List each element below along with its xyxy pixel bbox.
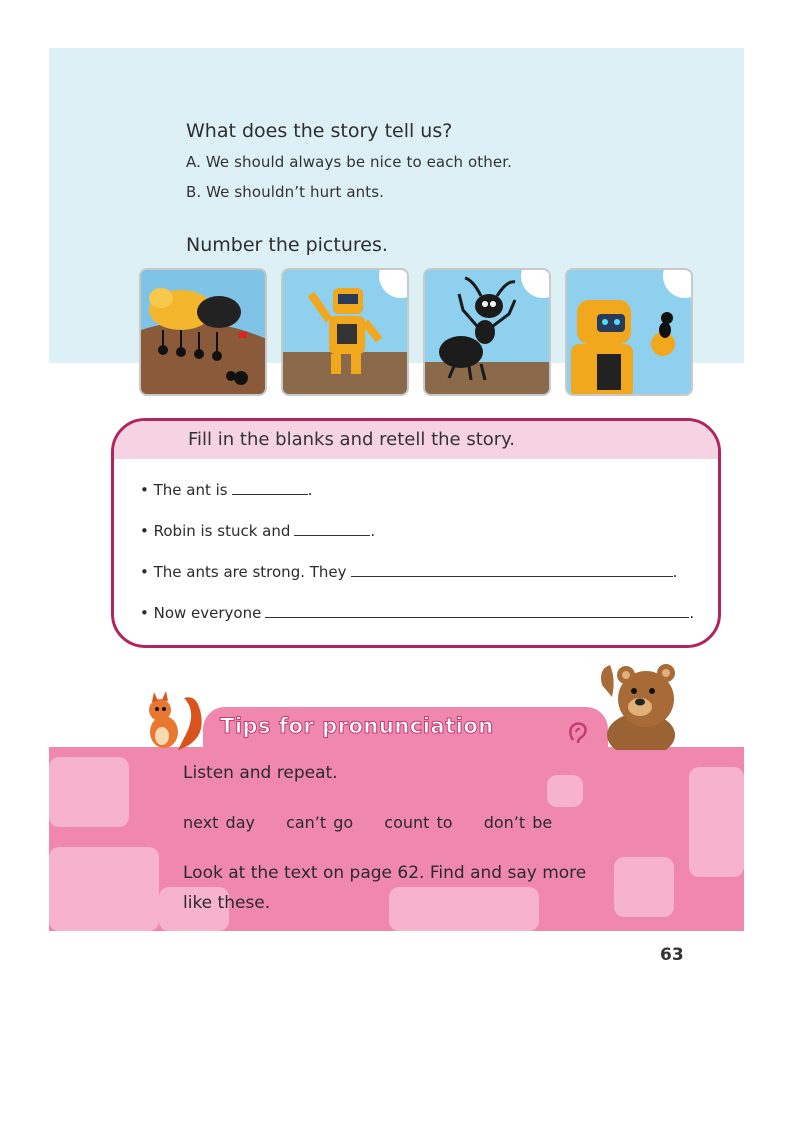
blank-line-1-suffix: . (307, 481, 313, 499)
blank-line-1 (140, 479, 312, 499)
puzzle-piece-decoration (614, 857, 674, 917)
blank-line-2-prefix: • Robin is stuck and (140, 522, 291, 540)
puzzle-piece-decoration (49, 847, 159, 931)
blank-line-1-prefix: • The ant is (140, 481, 228, 499)
blank-line-3-prefix: • The ants are strong. They (140, 563, 347, 581)
picture-ant-standing (423, 268, 551, 396)
puzzle-piece-decoration (547, 775, 583, 807)
option-b: B. We shouldn’t hurt ants. (186, 183, 384, 201)
phrase-4: don’t be (483, 813, 553, 832)
option-a: A. We should always be nice to each other. (186, 153, 512, 171)
squirrel-icon (138, 690, 208, 752)
question-title: What does the story tell us? (186, 120, 453, 142)
phrase-2: can’t go (286, 813, 354, 832)
bear-icon (596, 655, 686, 750)
blank-line-4-suffix: . (689, 604, 695, 622)
page-number: 63 (660, 945, 684, 965)
picture-robot-waving (281, 268, 409, 396)
number-pictures-title: Number the pictures. (186, 234, 388, 256)
blank-line-3-suffix: . (672, 563, 678, 581)
blank-line-2-suffix: . (370, 522, 376, 540)
puzzle-piece-decoration (689, 767, 744, 877)
blank-line-2 (140, 520, 375, 540)
picture-ants-carrying-robot (139, 268, 267, 396)
fill-in-blanks-title: Fill in the blanks and retell the story. (188, 429, 515, 450)
blank-line-4 (140, 602, 694, 622)
puzzle-piece-decoration (49, 757, 129, 827)
tips-phrases (183, 813, 576, 832)
phrase-1: next day (183, 813, 255, 832)
blank-3[interactable] (351, 561, 673, 577)
phrase-3: count to (384, 813, 453, 832)
tips-task: Look at the text on page 62. Find and say more like these. (183, 863, 587, 913)
blank-4[interactable] (265, 602, 689, 618)
blank-1[interactable] (232, 479, 308, 495)
ear-icon (565, 720, 591, 746)
picture-robot-holding-ant (565, 268, 693, 396)
tips-instruction: Listen and repeat. (183, 763, 338, 783)
blank-line-4-prefix: • Now everyone (140, 604, 262, 622)
fill-in-blanks-box (111, 418, 721, 648)
blank-2[interactable] (294, 520, 370, 536)
blank-line-3 (140, 561, 677, 581)
tips-title: Tips for pronunciation (220, 714, 494, 738)
